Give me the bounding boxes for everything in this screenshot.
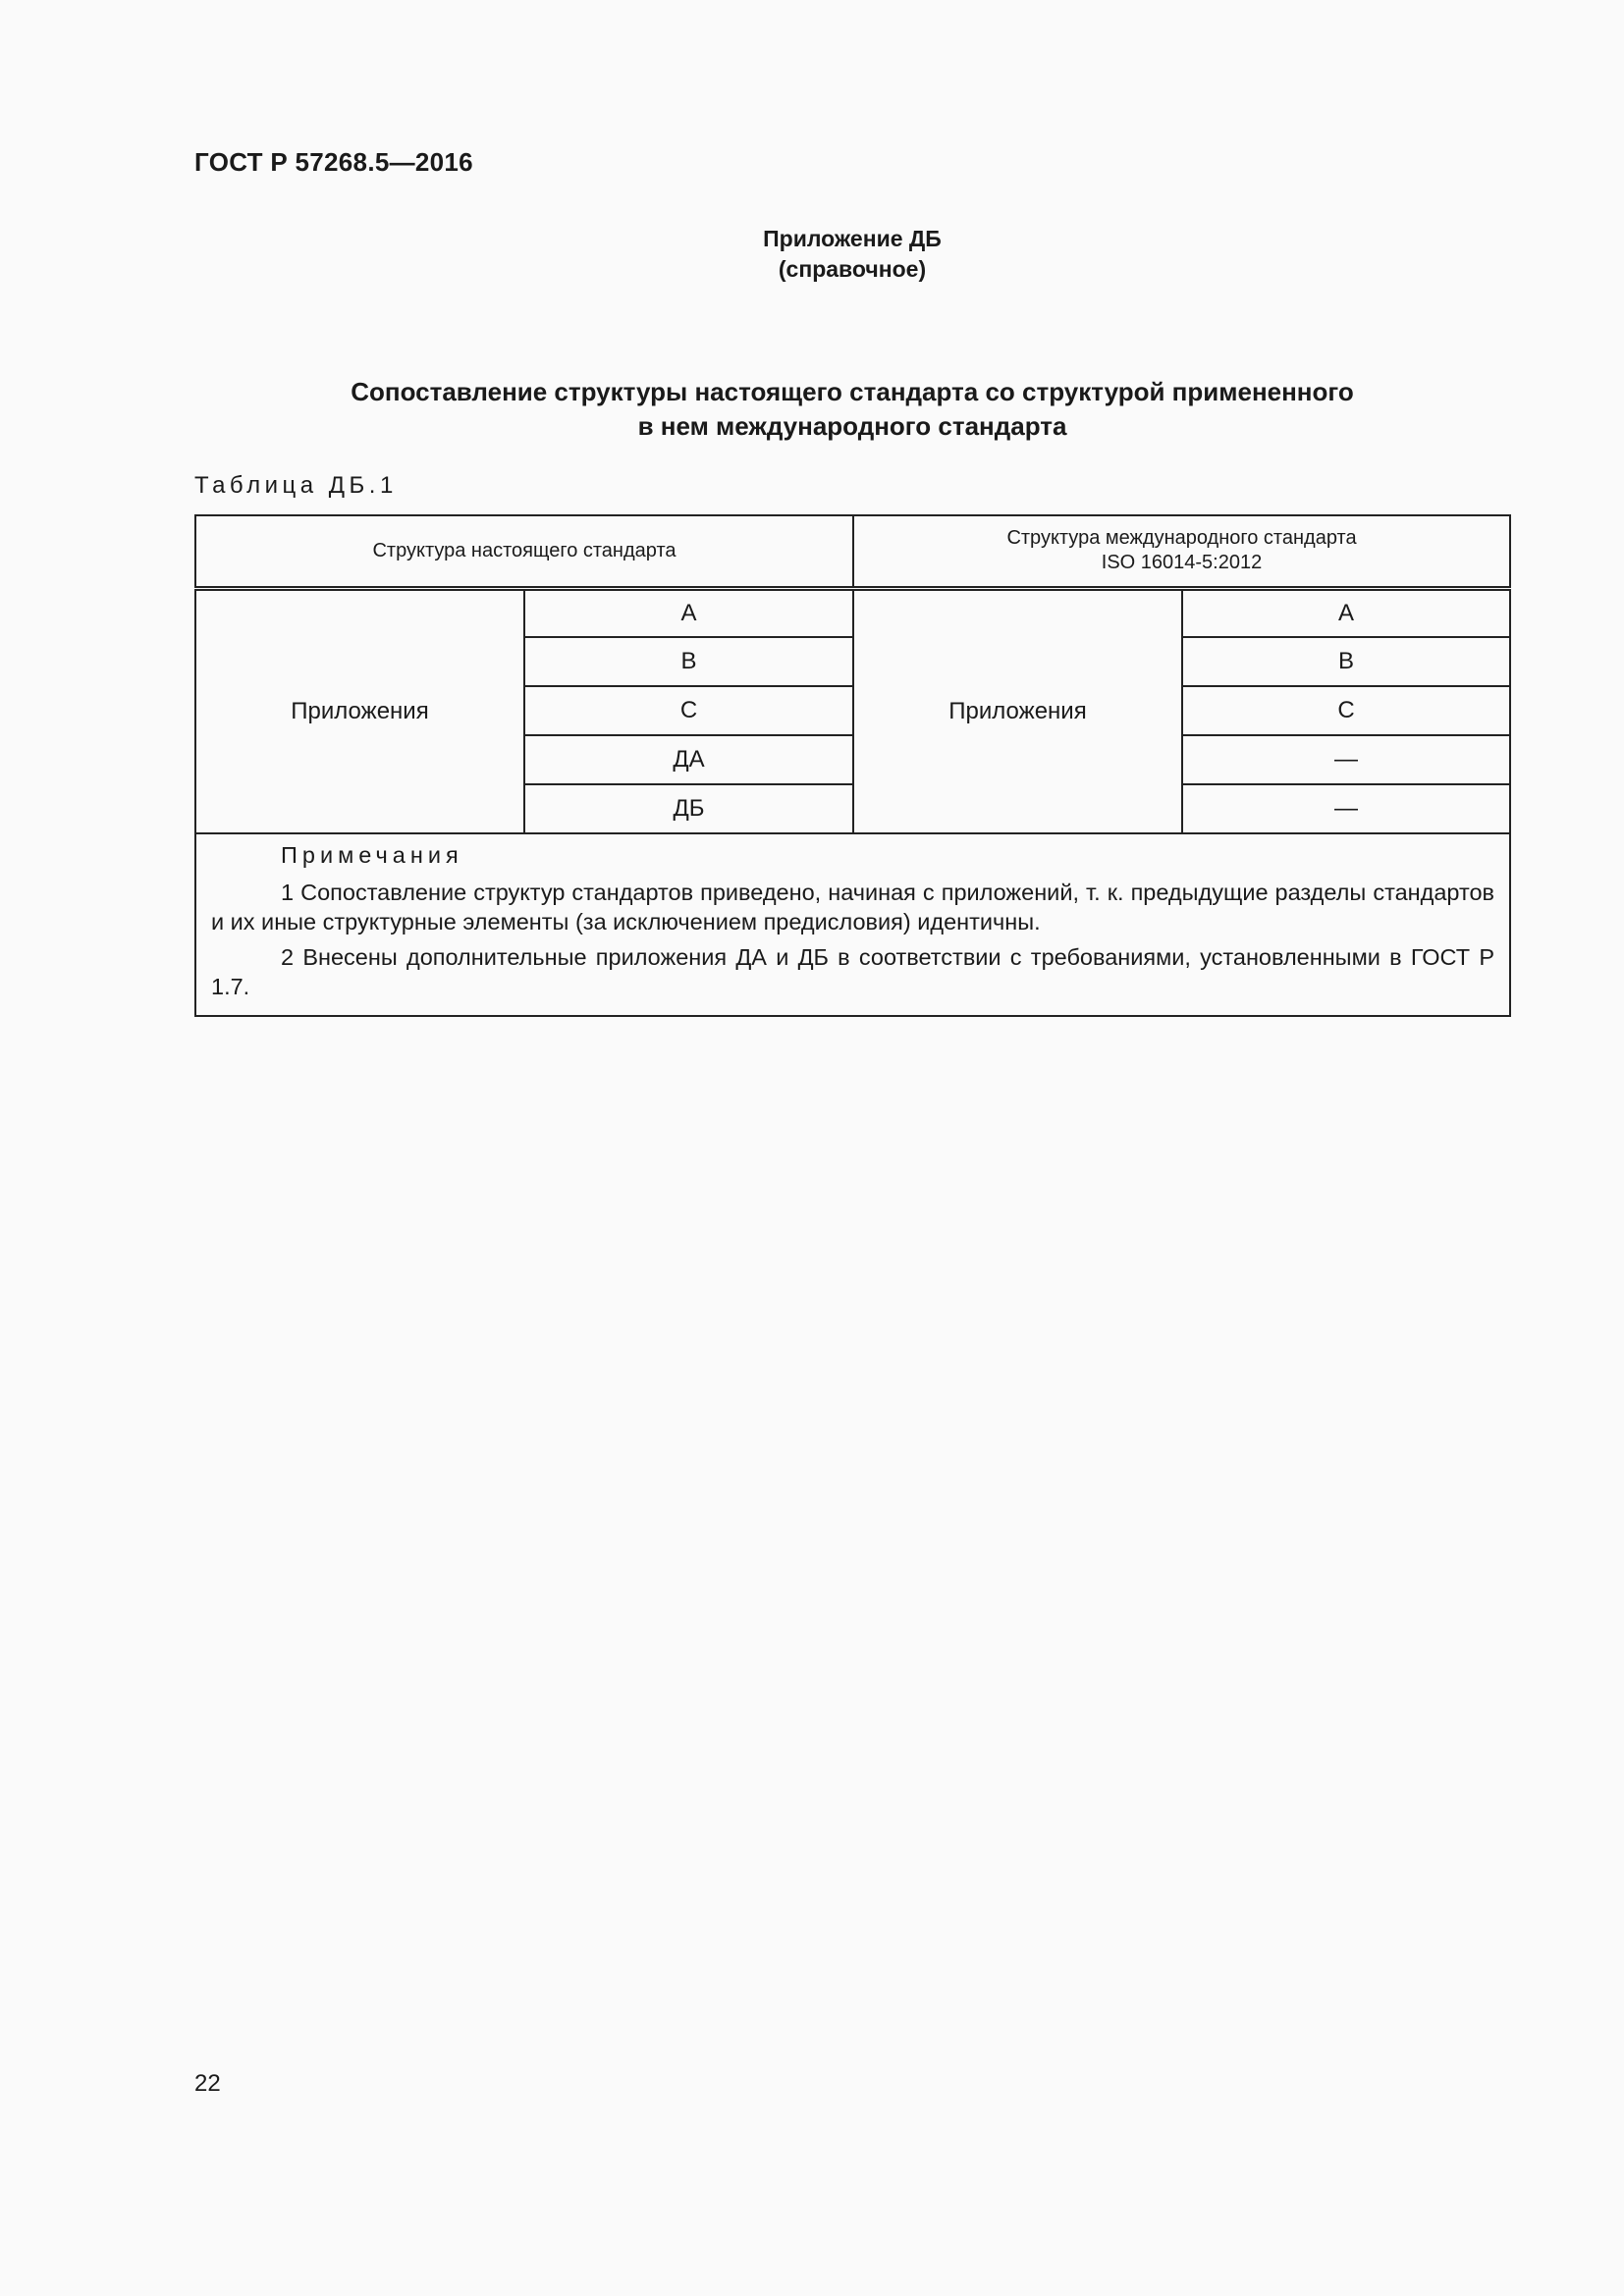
notes-cell	[195, 833, 1510, 1016]
table-row	[195, 588, 1510, 637]
national-group-cell: Приложения	[195, 588, 524, 833]
header-international-title: Структура международного стандарта	[1006, 527, 1357, 550]
international-appendix-cell: А	[1182, 588, 1510, 637]
national-appendix-cell: ДБ	[524, 784, 853, 833]
national-appendix-cell: А	[524, 588, 853, 637]
appendix-heading	[194, 224, 1510, 285]
national-appendix-cell: ДА	[524, 735, 853, 784]
appendix-title: Приложение ДБ	[763, 226, 942, 251]
appendix-type: (справочное)	[778, 256, 927, 282]
national-appendix-cell: В	[524, 637, 853, 686]
note-item: 1 Сопоставление структур стандартов приведено, начиная с приложений, т. к. предыдущие разделы стандартов и их иные структурные элементы (за исключением предисловия) идентичны.	[211, 880, 1494, 934]
international-appendix-cell: В	[1182, 637, 1510, 686]
international-appendix-cell: С	[1182, 686, 1510, 735]
international-group-cell: Приложения	[853, 588, 1182, 833]
structure-comparison-table	[194, 514, 1511, 1017]
international-appendix-cell: —	[1182, 735, 1510, 784]
table-header-row	[195, 515, 1510, 588]
international-appendix-cell: —	[1182, 784, 1510, 833]
notes-heading: Примечания	[281, 842, 463, 868]
section-title-line-2: в нем международного стандарта	[637, 411, 1067, 441]
table-caption: Таблица ДБ.1	[194, 472, 398, 499]
document-code: ГОСТ Р 57268.5—2016	[194, 147, 473, 177]
national-appendix-cell: С	[524, 686, 853, 735]
header-international-standard: ISO 16014-5:2012	[1101, 552, 1263, 574]
section-title	[194, 375, 1510, 444]
page-number: 22	[194, 2070, 221, 2097]
notes-row	[195, 833, 1510, 1016]
section-title-line-1: Сопоставление структуры настоящего стандарта со структурой примененного	[351, 377, 1354, 406]
note-item: 2 Внесены дополнительные приложения ДА и ДБ в соответствии с требованиями, установленными в ГОСТ Р 1.7.	[211, 944, 1494, 999]
header-national-structure: Структура настоящего стандарта	[195, 515, 853, 588]
header-international-structure	[853, 515, 1510, 588]
